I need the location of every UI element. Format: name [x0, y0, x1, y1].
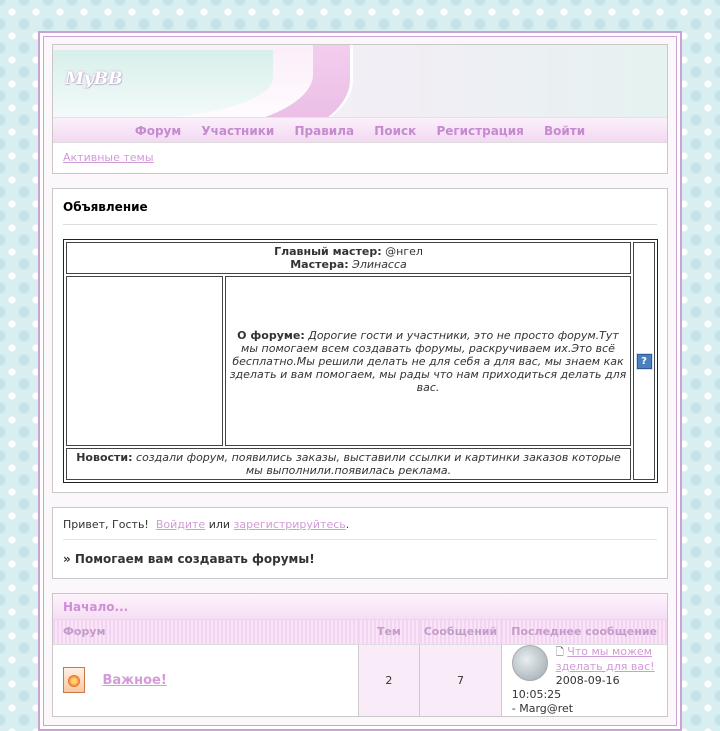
about-cell: [225, 276, 631, 446]
forum-cell: [53, 644, 358, 716]
page-inner: [43, 36, 677, 726]
avatar[interactable]: [512, 645, 548, 681]
nav-rules[interactable]: Правила: [294, 124, 355, 138]
announcement-title: Объявление: [63, 199, 657, 225]
col-posts: Сообщений: [420, 620, 502, 644]
header: [52, 44, 668, 174]
about-text: Дорогие гости и участники, это не просто форум.Тут мы помогаем всем создавать форумы, раскручиваем их.Это всё бесплатно.Мы решили делать не для себя а для вас, мы знаем как зделать и вам помогаем, мы рады что нам приходиться делать для вас.: [229, 328, 627, 394]
empty-cell: [66, 276, 223, 446]
or-text: или: [208, 518, 231, 531]
login-link[interactable]: Войдите: [155, 518, 206, 531]
banner: [53, 45, 667, 117]
forums-table: [53, 620, 667, 716]
main-nav: [53, 117, 667, 143]
news-cell: [66, 448, 631, 480]
active-topics-bar: [53, 143, 667, 173]
col-last-post: Последнее сообщение: [501, 620, 667, 644]
dot-text: .: [345, 518, 350, 531]
page-frame: [38, 31, 682, 731]
document-icon: 🗋: [555, 646, 564, 658]
welcome-box: [52, 507, 668, 579]
register-link[interactable]: зарегистрируйтесь: [233, 518, 346, 531]
forum-folder-icon: [63, 667, 85, 693]
posts-count: 7: [420, 644, 502, 716]
nav-search[interactable]: Поиск: [374, 124, 417, 138]
last-post-author: - Marg@ret: [511, 701, 574, 715]
news-text: создали форум, появились заказы, выставили ссылки и картинки заказов которые мы выполнили.появилась реклама.: [136, 451, 621, 477]
masters-label: Мастера:: [290, 258, 349, 271]
last-post-cell: [501, 644, 667, 716]
masters-cell: [66, 242, 631, 274]
active-topics-link[interactable]: Активные темы: [63, 151, 154, 164]
logo[interactable]: MyBB: [65, 69, 123, 89]
slogan: » Помогаем вам создавать форумы!: [63, 552, 315, 566]
main-master-label: Главный мастер:: [274, 245, 382, 258]
nav-members[interactable]: Участники: [201, 124, 275, 138]
main-master-value: @нгел: [385, 245, 423, 258]
help-cell: [633, 242, 655, 480]
table-row: [53, 644, 667, 716]
category-title[interactable]: Начало...: [53, 594, 667, 620]
announcement-table: [63, 239, 658, 483]
last-post-link[interactable]: Что мы можем зделать для вас!: [555, 644, 655, 673]
help-icon[interactable]: ?: [637, 354, 652, 369]
welcome-line: [63, 518, 657, 540]
forum-link[interactable]: Важное!: [102, 672, 167, 688]
nav-login[interactable]: Войти: [544, 124, 586, 138]
topics-count: 2: [358, 644, 420, 716]
nav-register[interactable]: Регистрация: [436, 124, 524, 138]
col-forum: Форум: [53, 620, 358, 644]
about-label: О форуме:: [237, 328, 305, 342]
category-box: [52, 593, 668, 717]
col-topics: Тем: [358, 620, 420, 644]
announcement-box: [52, 188, 668, 493]
nav-forum[interactable]: Форум: [134, 124, 182, 138]
last-post-date: 2008-09-16 10:05:25: [511, 673, 620, 701]
masters-value: Элинасса: [352, 258, 407, 271]
greeting-text: Привет, Гость!: [63, 518, 149, 531]
news-label: Новости:: [76, 451, 133, 464]
